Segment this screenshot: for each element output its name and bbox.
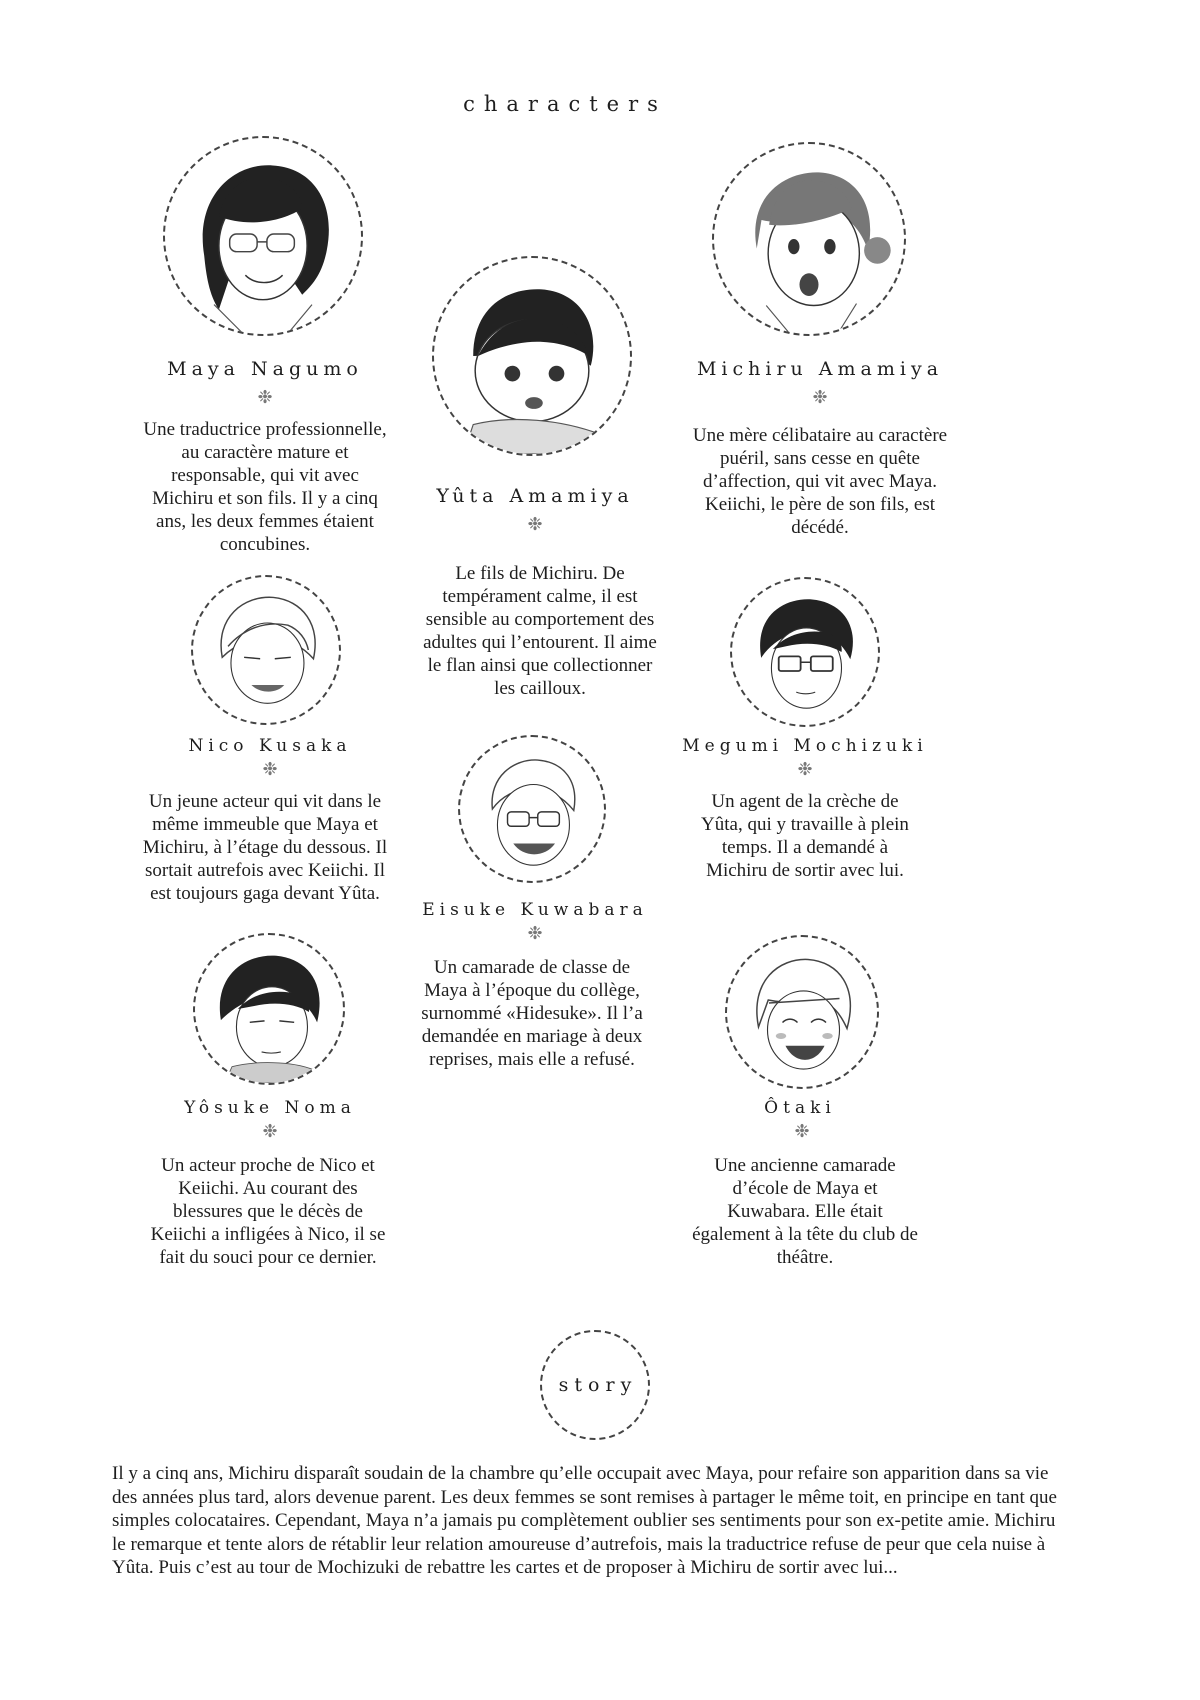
michiru-ornament: ❉: [812, 387, 828, 407]
megumi-ornament: ❉: [797, 759, 813, 779]
megumi-portrait: [730, 577, 880, 727]
yosuke-portrait: [193, 933, 345, 1085]
nico-ornament: ❉: [262, 759, 278, 779]
otaki-name: Ôtaki: [764, 1098, 836, 1118]
megumi-name: Megumi Mochizuki: [682, 736, 928, 756]
yosuke-ornament: ❉: [262, 1121, 278, 1141]
yuta-name: Yûta Amamiya: [436, 485, 634, 507]
story-text: Il y a cinq ans, Michiru disparaît soudain de la chambre qu’elle occupait avec Maya, pour refaire son apparition dans sa vie des années plus tard, alors devenue parent. Les deux femmes se sont remises à partager le même toit, en principe en tant que simples colocataires. Cependant, Maya n’a jamais pu complètement oublier ses sentiments pour son ex-petite amie. Michiru le remarque et tente alors de rétablir leur relation amoureuse d’autrefois, mais la traductrice refuse de peur que cela nuise à Yûta. Puis c’est au tour de Mochizuki de rebattre les cartes et de proposer à Michiru de sortir avec lui...: [112, 1463, 1057, 1578]
nico-description: Un jeune acteur qui vit dans le même immeuble que Maya et Michiru, à l’étage du dessous. Il sortait autrefois avec Keiichi. Il est toujours gaga devant Yûta.: [142, 791, 388, 904]
yosuke-name: Yôsuke Noma: [184, 1098, 356, 1118]
story-badge: [540, 1330, 650, 1440]
maya-portrait: [163, 136, 363, 336]
eisuke-ornament: ❉: [527, 923, 543, 943]
eisuke-name: Eisuke Kuwabara: [422, 900, 648, 920]
otaki-portrait: [725, 935, 879, 1089]
nico-portrait: [191, 575, 341, 725]
michiru-portrait: [712, 142, 906, 336]
megumi-description: Un agent de la crèche de Yûta, qui y travaille à plein temps. Il a demandé à Michiru de sortir avec lui.: [701, 791, 909, 881]
nico-name: Nico Kusaka: [188, 736, 352, 756]
otaki-description: Une ancienne camarade d’école de Maya et Kuwabara. Elle était également à la tête du club de théâtre.: [692, 1155, 918, 1268]
eisuke-description: Un camarade de classe de Maya à l’époque du collège, surnommé «Hidesuke». Il l’a demandée en mariage à deux reprises, mais elle a refusé.: [421, 957, 643, 1070]
yuta-portrait: [432, 256, 632, 456]
maya-name: Maya Nagumo: [167, 358, 363, 380]
yuta-ornament: ❉: [527, 514, 543, 534]
michiru-name: Michiru Amamiya: [696, 358, 944, 380]
michiru-description: Une mère célibataire au caractère puéril, sans cesse en quête d’affection, qui vit avec Maya. Keiichi, le père de son fils, est décédé.: [692, 425, 948, 538]
yuta-description: Le fils de Michiru. De tempérament calme, il est sensible au comportement des adultes qui l’entourent. Il aime le flan ainsi que collectionner les cailloux.: [423, 563, 657, 699]
characters-heading: characters: [463, 92, 667, 116]
maya-ornament: ❉: [257, 387, 273, 407]
story-heading: story: [558, 1374, 638, 1396]
maya-description: Une traductrice professionnelle, au caractère mature et responsable, qui vit avec Michiru et son fils. Il y a cinq ans, les deux femmes étaient concubines.: [143, 419, 387, 555]
yosuke-description: Un acteur proche de Nico et Keiichi. Au courant des blessures que le décès de Keiichi a infligées à Nico, il se fait du souci pour ce dernier.: [150, 1155, 386, 1268]
otaki-ornament: ❉: [794, 1121, 810, 1141]
eisuke-portrait: [458, 735, 606, 883]
